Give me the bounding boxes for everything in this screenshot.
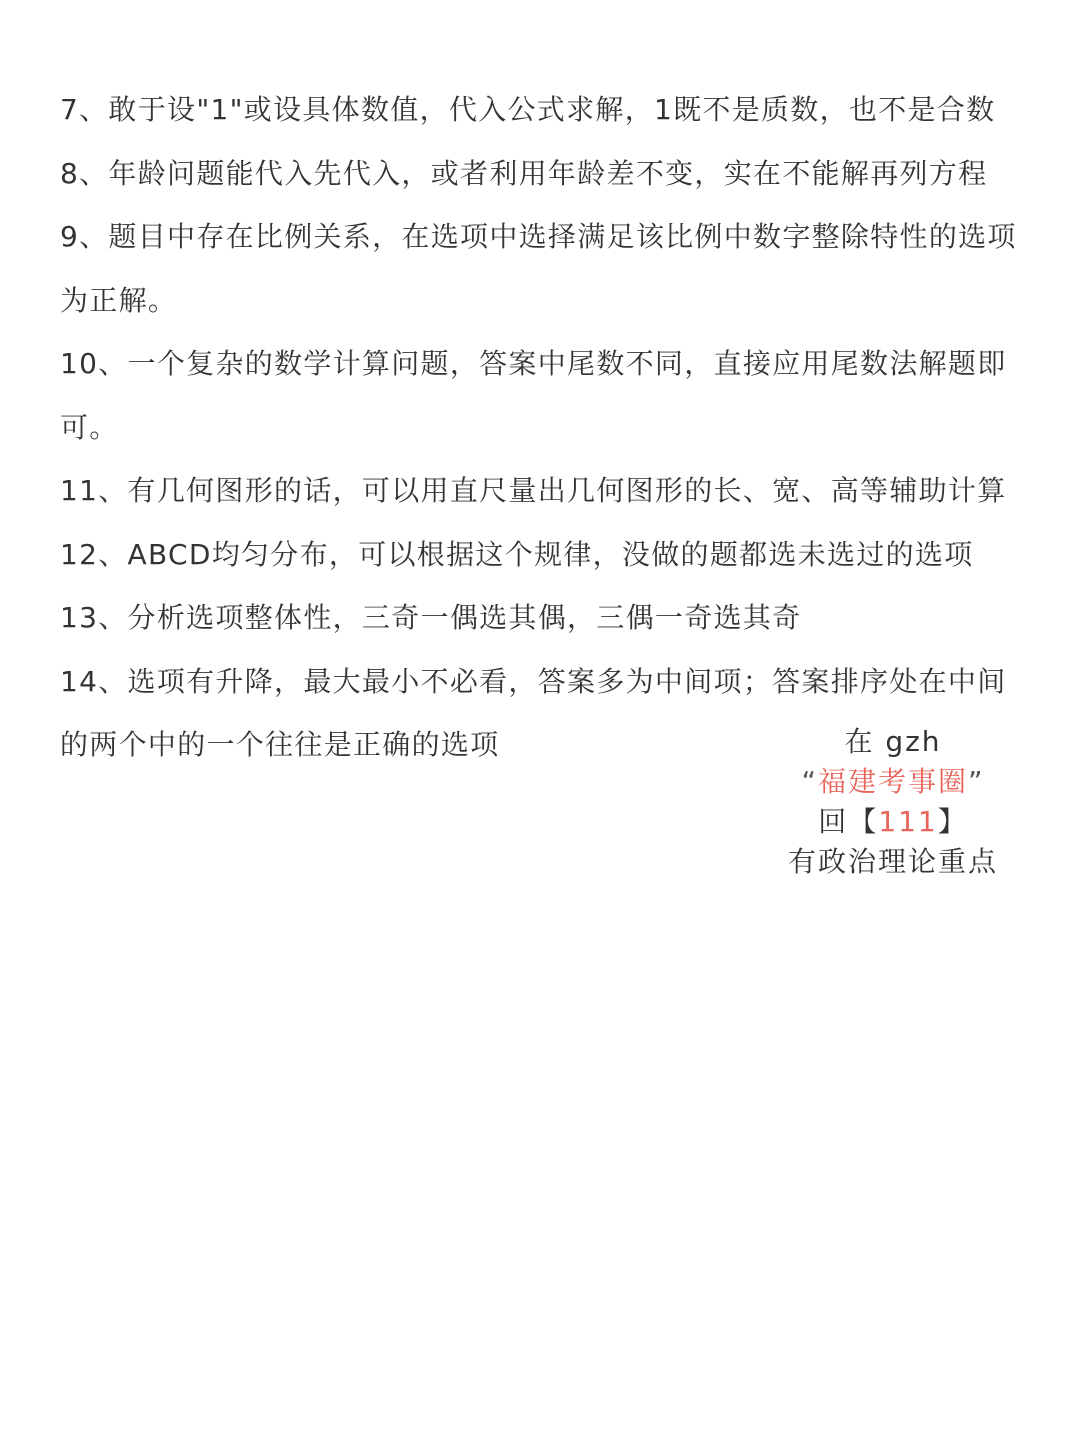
tip-9: 9、题目中存在比例关系，在选项中选择满足该比例中数字整除特性的选项为正解。 xyxy=(60,220,1017,317)
quote-open: “ xyxy=(801,765,818,798)
tip-12: 12、ABCD均匀分布，可以根据这个规律，没做的题都选未选过的选项 xyxy=(60,537,974,571)
tip-7: 7、敢于设"1"或设具体数值，代入公式求解，1既不是质数，也不是合数 xyxy=(60,93,996,126)
tip-10: 10、一个复杂的数学计算问题，答案中尾数不同，直接应用尾数法解题即可。 xyxy=(60,347,1007,444)
tip-14: 14、选项有升降，最大最小不必看，答案多为中间项；答案排序处在中间的两个中的一个往往是正确的选项 xyxy=(60,664,1007,761)
account-name: 福建考事圈 xyxy=(817,765,968,798)
reply-code: 111 xyxy=(878,805,938,838)
reply-suffix: 】 xyxy=(937,805,968,838)
tip-11: 11、有几何图形的话，可以用直尺量出几何图形的长、宽、高等辅助计算 xyxy=(60,474,1007,507)
quote-close: ” xyxy=(968,765,985,798)
promo-line-reply xyxy=(770,802,1016,842)
promo-line-account xyxy=(770,762,1016,802)
tip-13: 13、分析选项整体性，三奇一偶选其偶，三偶一奇选其奇 xyxy=(60,601,802,634)
promo-line-content: 有政治理论重点 xyxy=(787,845,998,878)
reply-prefix: 回【 xyxy=(818,805,879,838)
promo-line-platform: 在 gzh xyxy=(844,725,942,758)
tip-8: 8、年龄问题能代入先代入，或者利用年龄差不变，实在不能解再列方程 xyxy=(60,156,988,190)
tips-list xyxy=(60,78,1028,777)
promo-note xyxy=(770,722,1016,882)
